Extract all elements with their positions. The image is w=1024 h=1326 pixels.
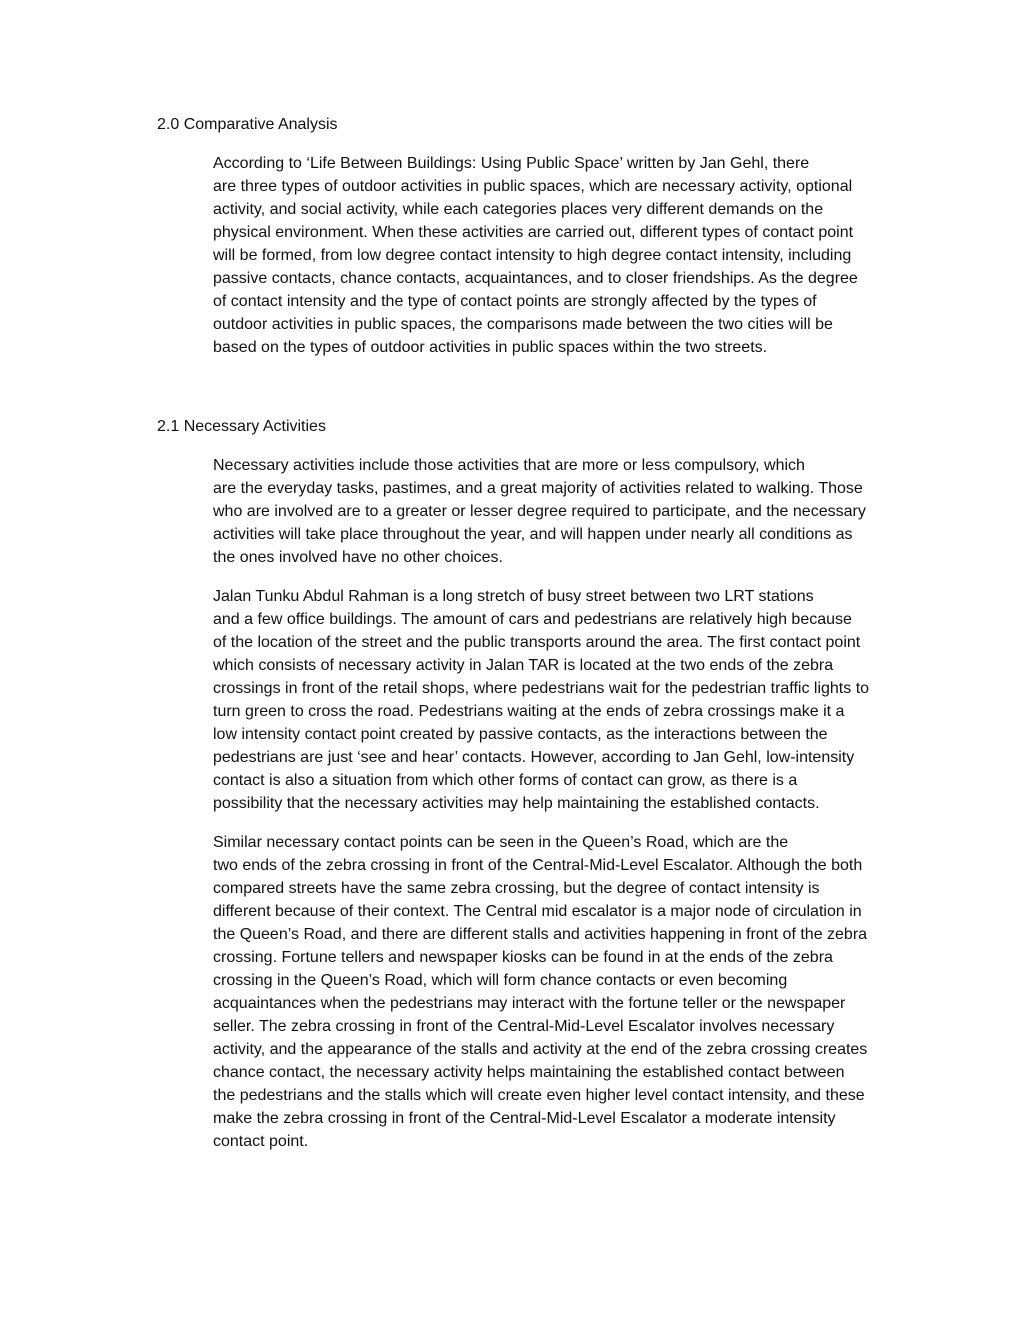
text-line: passive contacts, chance contacts, acquaintances, and to closer friendships. As the degree	[213, 270, 858, 287]
text-line: the Queen’s Road, and there are different stalls and activities happening in front of the zebra	[213, 926, 868, 943]
text-line: which consists of necessary activity in Jalan TAR is located at the two ends of the zebra	[213, 657, 834, 674]
text-line: chance contact, the necessary activity helps maintaining the established contact between	[213, 1064, 845, 1081]
text-line: the pedestrians and the stalls which will create even higher level contact intensity, and these	[213, 1087, 865, 1104]
text-line: activity, and social activity, while each categories places very different demands on the	[213, 201, 824, 218]
paragraph-intro	[157, 152, 867, 359]
text-line: Jalan Tunku Abdul Rahman is a long stretch of busy street between two LRT stations	[213, 588, 814, 605]
section-heading-necessary-activities: 2.1 Necessary Activities	[157, 418, 326, 435]
text-line: crossing in the Queen’s Road, which will form chance contacts or even becoming	[213, 972, 788, 989]
text-line: different because of their context. The Central mid escalator is a major node of circulation in	[213, 903, 862, 920]
paragraph-jalan-tar	[157, 585, 870, 815]
text-line: contact point.	[213, 1133, 309, 1150]
text-line: of the location of the street and the public transports around the area. The first contact point	[213, 634, 861, 651]
text-line: possibility that the necessary activities may help maintaining the established contacts.	[213, 795, 820, 812]
text-line: crossings in front of the retail shops, where pedestrians wait for the pedestrian traffic lights to	[213, 680, 870, 697]
text-line: make the zebra crossing in front of the Central-Mid-Level Escalator a moderate intensity	[213, 1110, 836, 1127]
text-line: low intensity contact point created by passive contacts, as the interactions between the	[213, 726, 828, 743]
text-line: the ones involved have no other choices.	[213, 549, 503, 566]
text-line: pedestrians are just ‘see and hear’ contacts. However, according to Jan Gehl, low-intensity	[213, 749, 855, 766]
paragraph-necessary-definition	[157, 454, 867, 569]
text-line: who are involved are to a greater or lesser degree required to participate, and the necessary	[213, 503, 866, 520]
paragraph-queens-road	[157, 831, 867, 1153]
text-line: activities will take place throughout the year, and will happen under nearly all conditions as	[213, 526, 853, 543]
text-line: of contact intensity and the type of contact points are strongly affected by the types of	[213, 293, 817, 310]
text-line: are three types of outdoor activities in public spaces, which are necessary activity, optional	[213, 178, 853, 195]
text-line: and a few office buildings. The amount of cars and pedestrians are relatively high because	[213, 611, 852, 628]
text-line: two ends of the zebra crossing in front of the Central-Mid-Level Escalator. Although the both	[213, 857, 863, 874]
text-line: According to ‘Life Between Buildings: Using Public Space’ written by Jan Gehl, there	[213, 155, 810, 172]
text-line: crossing. Fortune tellers and newspaper kiosks can be found in at the ends of the zebra	[213, 949, 833, 966]
text-line: outdoor activities in public spaces, the comparisons made between the two cities will be	[213, 316, 833, 333]
text-line: turn green to cross the road. Pedestrians waiting at the ends of zebra crossings make it a	[213, 703, 845, 720]
page-content	[157, 113, 870, 1169]
text-line: based on the types of outdoor activities in public spaces within the two streets.	[213, 339, 768, 356]
text-line: contact is also a situation from which other forms of contact can grow, as there is a	[213, 772, 798, 789]
text-line: Necessary activities include those activities that are more or less compulsory, which	[213, 457, 805, 474]
text-line: compared streets have the same zebra crossing, but the degree of contact intensity is	[213, 880, 820, 897]
text-line: activity, and the appearance of the stalls and activity at the end of the zebra crossing creates	[213, 1041, 868, 1058]
text-line: are the everyday tasks, pastimes, and a great majority of activities related to walking. Those	[213, 480, 863, 497]
text-line: seller. The zebra crossing in front of the Central-Mid-Level Escalator involves necessary	[213, 1018, 835, 1035]
text-line: will be formed, from low degree contact intensity to high degree contact intensity, including	[213, 247, 852, 264]
text-line: Similar necessary contact points can be seen in the Queen’s Road, which are the	[213, 834, 789, 851]
text-line: physical environment. When these activities are carried out, different types of contact point	[213, 224, 854, 241]
section-heading-comparative-analysis: 2.0 Comparative Analysis	[157, 116, 338, 133]
text-line: acquaintances when the pedestrians may interact with the fortune teller or the newspaper	[213, 995, 846, 1012]
